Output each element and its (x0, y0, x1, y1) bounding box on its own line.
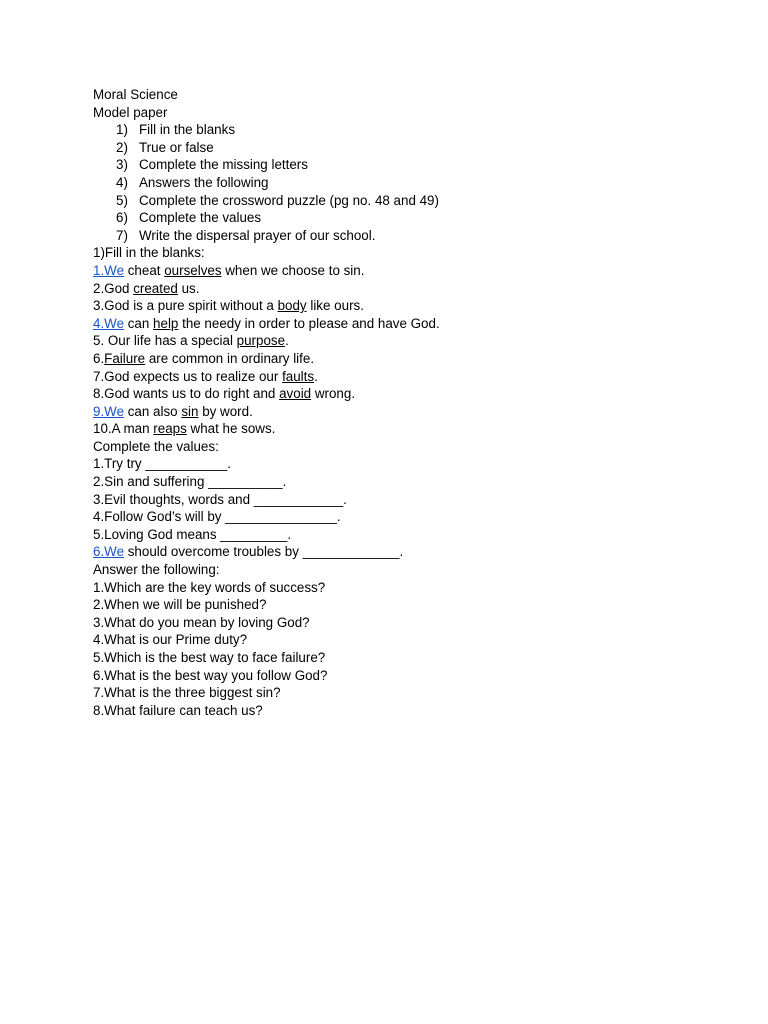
question-item: 2.When we will be punished? (93, 597, 267, 613)
fill-blank-item (93, 420, 713, 438)
value-item (93, 473, 713, 491)
question-item: 6.What is the best way you follow God? (93, 667, 328, 683)
contents-item (93, 156, 713, 174)
fill-blank-item (93, 315, 713, 333)
fill-blank-item (93, 297, 713, 315)
contents-item-number: 6) (116, 210, 128, 226)
line-text: us. (177, 280, 200, 296)
contents-item-number: 3) (116, 157, 128, 173)
fill-blank-item (93, 332, 713, 350)
answer-word: body (277, 298, 307, 314)
contents-item-number: 7) (116, 227, 128, 243)
line-text: 6. (93, 350, 105, 366)
line-text: 3.Evil thoughts, words and ____________. (93, 491, 347, 507)
contents-item-text: True or false (139, 139, 214, 155)
subject-title: Moral Science (93, 87, 178, 102)
contents-item (93, 174, 713, 192)
question-item: 3.What do you mean by loving God? (93, 614, 310, 630)
contents-item-text: Fill in the blanks (139, 122, 236, 138)
line-text: by word. (198, 403, 253, 419)
contents-item-text: Answers the following (139, 174, 269, 190)
fill-blank-item (93, 280, 713, 298)
line-text: can also (124, 403, 182, 419)
answer-word: sin (181, 403, 199, 419)
values-heading: Complete the values: (93, 438, 219, 454)
line-text: . (285, 333, 289, 349)
contents-item (93, 139, 713, 157)
line-text: when we choose to sin. (221, 262, 365, 278)
contents-item-number: 4) (116, 174, 128, 190)
value-item (93, 508, 713, 526)
fill-blanks-heading: 1)Fill in the blanks: (93, 245, 205, 261)
answer-word: ourselves (164, 262, 222, 278)
contents-item-text: Write the dispersal prayer of our school. (139, 227, 376, 243)
line-text: 3.God is a pure spirit without a (93, 298, 278, 314)
line-text: 5.Loving God means _________. (93, 526, 292, 542)
line-text: 4.Follow God’s will by _______________. (93, 509, 341, 525)
answer-word: faults (282, 368, 315, 384)
contents-item (93, 209, 713, 227)
line-text: 10.A man (93, 421, 154, 437)
line-text: can (124, 315, 154, 331)
contents-item-number: 2) (116, 139, 128, 155)
line-text: what he sows. (186, 421, 276, 437)
line-text: should overcome troubles by _____________. (124, 544, 404, 560)
contents-item-text: Complete the missing letters (139, 157, 308, 173)
value-item (93, 543, 713, 561)
answer-word: help (153, 315, 179, 331)
values-section (93, 455, 713, 561)
question-item: 7.What is the three biggest sin? (93, 685, 281, 701)
fill-blank-item (93, 350, 713, 368)
line-text: the needy in order to please and have God. (178, 315, 440, 331)
question-item: 1.Which are the key words of success? (93, 579, 326, 595)
fill-blank-item (93, 262, 713, 280)
link-text[interactable]: 9.We (93, 403, 125, 419)
line-text: cheat (124, 262, 165, 278)
value-item (93, 455, 713, 473)
contents-list (93, 121, 713, 244)
value-item (93, 526, 713, 544)
contents-item-number: 5) (116, 192, 128, 208)
answer-word: avoid (279, 386, 312, 402)
line-text: 1.Try try ___________. (93, 456, 231, 472)
fill-blank-item (93, 403, 713, 421)
contents-item-number: 1) (116, 122, 128, 138)
question-item: 4.What is our Prime duty? (93, 632, 248, 648)
contents-item (93, 192, 713, 210)
link-text[interactable]: 1.We (93, 262, 125, 278)
line-text: . (314, 368, 318, 384)
question-item: 5.Which is the best way to face failure? (93, 650, 326, 665)
question-item: 8.What failure can teach us? (93, 702, 263, 718)
fill-blanks-section (93, 262, 713, 438)
answer-word: Failure (104, 350, 146, 366)
line-text: 2.Sin and suffering __________. (93, 474, 287, 490)
answer-word: created (133, 280, 178, 296)
link-text[interactable]: 4.We (93, 315, 125, 331)
contents-item-text: Complete the crossword puzzle (pg no. 48 and 49) (139, 192, 439, 208)
answer-word: purpose (236, 333, 286, 349)
contents-item (93, 227, 713, 245)
answer-heading: Answer the following: (93, 562, 220, 578)
line-text: 7.God expects us to realize our (93, 368, 283, 384)
value-item (93, 491, 713, 509)
answer-section (93, 579, 713, 720)
line-text: are common in ordinary life. (145, 350, 315, 366)
fill-blank-item (93, 385, 713, 403)
line-text: 5. Our life has a special (93, 333, 237, 349)
contents-item-text: Complete the values (139, 210, 262, 226)
document-body (93, 86, 713, 719)
line-text: like ours. (306, 298, 364, 314)
line-text: wrong. (311, 386, 356, 402)
contents-item (93, 121, 713, 139)
line-text: 2.God (93, 280, 134, 296)
line-text: 8.God wants us to do right and (93, 386, 280, 402)
fill-blank-item (93, 368, 713, 386)
answer-word: reaps (153, 421, 187, 437)
link-text[interactable]: 6.We (93, 544, 125, 560)
paper-title: Model paper (93, 104, 168, 120)
